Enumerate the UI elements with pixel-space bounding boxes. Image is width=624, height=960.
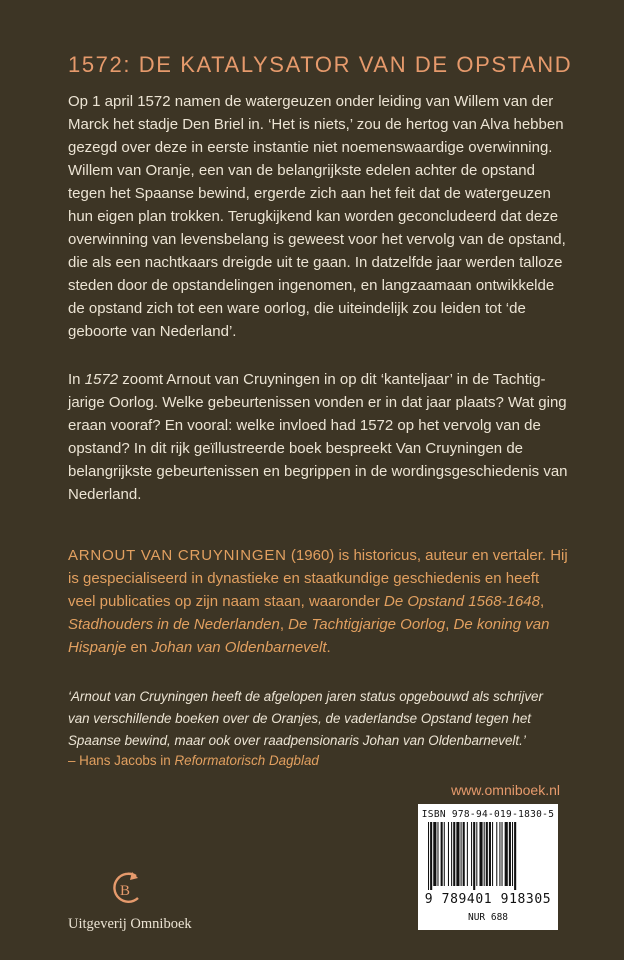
website-link[interactable]: www.omniboek.nl xyxy=(451,782,560,798)
barcode-bar xyxy=(502,822,503,886)
nur-code: NUR 688 xyxy=(467,912,509,923)
barcode-bar xyxy=(505,822,508,886)
barcode-bar xyxy=(509,822,511,886)
barcode-bar xyxy=(471,822,472,886)
author-bio-text: (1960) is historicus, auteur en vertaler. Hij is gespecialiseerd in dynastieke en staatkundige geschiedenis en heeft veel publicaties op zijn naam staan, waaronder xyxy=(68,547,568,610)
barcode-bar xyxy=(492,822,493,886)
barcode-bar xyxy=(451,822,452,886)
separator: , xyxy=(539,593,545,610)
barcode-bar xyxy=(496,822,497,886)
book-title-2: Stadhouders in de Nederlanden xyxy=(68,616,280,633)
author-bio xyxy=(68,544,568,659)
barcode-bar xyxy=(486,822,488,886)
barcode-bar xyxy=(484,822,485,886)
p2-book-title: 1572 xyxy=(84,371,119,388)
barcode-bar xyxy=(433,822,436,886)
barcode-bar xyxy=(499,822,500,886)
author-name: ARNOUT VAN CRUYNINGEN xyxy=(68,547,287,564)
isbn-barcode xyxy=(418,804,558,930)
barcode-bar xyxy=(461,822,462,886)
barcode-bar xyxy=(444,822,445,886)
separator: , xyxy=(279,616,289,633)
bio-end: . xyxy=(326,639,331,656)
review-quote: ‘Arnout van Cruyningen heeft de afgelopen jaren status opgebouwd als schrijver van verschillende boeken over de Oranjes, de vaderlandse Opstand tegen het Spaanse bewind, maar ook over raadpensionaris Johan van Oldenbarnevelt.’ xyxy=(68,689,543,748)
publisher-name: Uitgeverij Omniboek xyxy=(68,916,192,932)
book-title-5: Johan van Oldenbarnevelt xyxy=(151,639,327,656)
barcode-bar xyxy=(479,822,482,886)
logo-letter: B xyxy=(120,883,131,899)
page-title: 1572: DE KATALYSATOR VAN DE OPSTAND xyxy=(68,52,573,77)
separator: en xyxy=(126,639,152,656)
barcode-bar xyxy=(489,822,491,886)
barcode-bar xyxy=(467,822,468,886)
isbn-label: ISBN 978-94-019-1830-5 xyxy=(421,809,555,820)
book-title-3: De Tachtigjarige Oorlog xyxy=(288,616,446,633)
omniboek-logo-icon xyxy=(108,868,148,912)
barcode-bar xyxy=(514,822,516,890)
barcode-bar xyxy=(448,822,449,886)
p2-prefix: In xyxy=(68,371,85,388)
p2-rest: zoomt Arnout van Cruyningen in op dit ‘kanteljaar’ in de Tachtigjarige Oorlog. Welke gebeurtenissen vonden er in dat jaar plaats? Wat ging eraan vooraf? En vooral: welke invloed had 1572 op het vervolg van de opstand? In dit rijk geïllustreerde boek bespreekt Van Cruyningen de belangrijkste gebeurtenissen en begrippen in de wordingsgeschiedenis van Nederland. xyxy=(68,371,568,503)
barcode-bar xyxy=(512,822,513,886)
barcode-bar xyxy=(463,822,465,886)
barcode-bars xyxy=(426,822,550,890)
barcode-bar xyxy=(456,822,459,886)
attribution-source: Reformatorisch Dagblad xyxy=(174,753,319,768)
barcode-digits: 9 789401 918305 xyxy=(424,892,552,907)
book-title-4: De koning van Hispanje xyxy=(68,616,550,656)
barcode-bar xyxy=(453,822,455,886)
barcode-bar xyxy=(473,822,475,890)
barcode-bar xyxy=(437,822,438,886)
barcode-bar xyxy=(476,822,477,886)
intro-paragraph-1: Op 1 april 1572 namen de watergeuzen onder leiding van Willem van der Marck het stadje Den Briel in. ‘Het is niets,’ zou de hertog van Alva hebben gezegd over deze in eerste instantie niet noemenswaardige overwinning. Willem van Oranje, een van de belangrijkste edelen achter de opstand tegen het Spaanse bewind, ergerde zich aan het feit dat de watergeuzen hun eigen plan trokken. Terugkijkend kan worden geconcludeerd dat deze overwinning van levensbelang is geweest voor het vervolg van de opstand, die als een nachtkaars dreigde uit te gaan. In datzelfde jaar werden talloze steden door de opstandelingen ingenomen, en langzaamaan ontwikkelde de opstand zich tot een ware oorlog, die uiteindelijk zou leiden tot ‘de geboorte van Nederland’. xyxy=(68,93,566,340)
separator: , xyxy=(445,616,454,633)
review-attribution xyxy=(68,750,568,772)
book-title-1: De Opstand 1568-1648 xyxy=(384,593,540,610)
barcode-bar xyxy=(428,822,429,890)
intro-paragraph-2 xyxy=(68,368,568,506)
barcode-bar xyxy=(441,822,443,886)
barcode-bar xyxy=(430,822,432,890)
attribution-prefix: – Hans Jacobs in xyxy=(68,753,175,768)
